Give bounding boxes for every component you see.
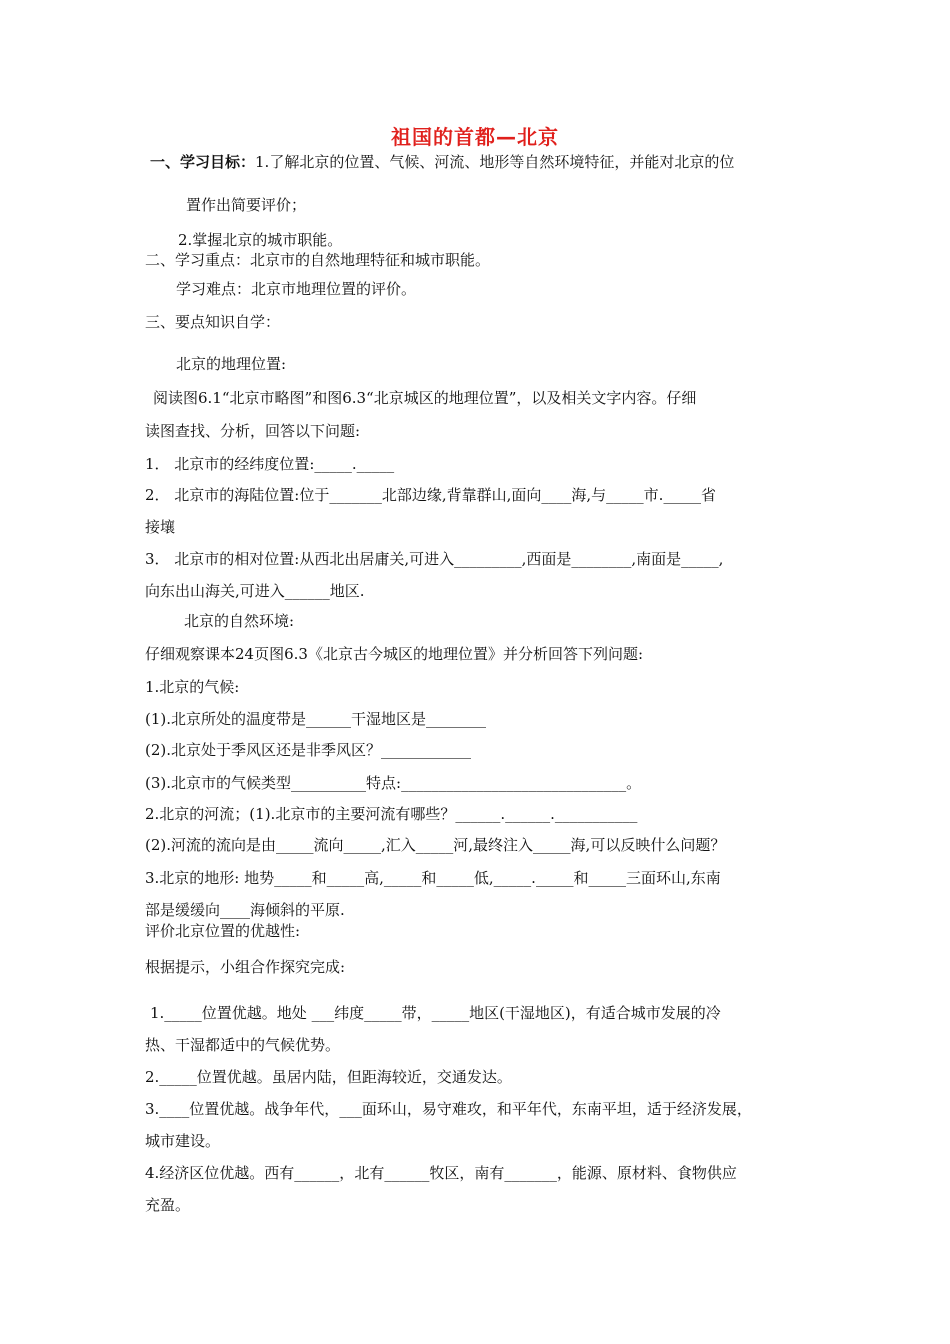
objectives-label: 一、学习目标： bbox=[150, 153, 256, 171]
location-question-1: 1． 北京市的经纬度位置:_____._____ bbox=[145, 455, 395, 473]
evaluation-item-1: 1._____位置优越。地处 ___纬度_____带，_____地区(干湿地区)，有适合城市发展的冷 bbox=[150, 1004, 721, 1022]
location-heading: 北京的地理位置: bbox=[176, 355, 287, 373]
terrain-question: 3.北京的地形: 地势_____和_____高,_____和_____低,_____._____和_____三面环山,东南 bbox=[145, 869, 721, 887]
environment-heading: 北京的自然环境: bbox=[184, 612, 295, 630]
location-question-2-cont: 接壤 bbox=[145, 518, 176, 536]
location-intro-1: 阅读图6.1“北京市略图”和图6.3“北京城区的地理位置”，以及相关文字内容。仔细 bbox=[153, 389, 697, 407]
objective-item-1: 1.了解北京的位置、气候、河流、地形等自然环境特征，并能对北京的位 bbox=[255, 153, 735, 171]
river-question-2: (2).河流的流向是由_____流向_____,汇入_____河,最终注入_____海,可以反映什么问题？ bbox=[145, 836, 726, 854]
location-question-3: 3． 北京市的相对位置:从西北出居庸关,可进入_________,西面是________,南面是_____, bbox=[145, 550, 724, 568]
objective-item-2: 2.掌握北京的城市职能。 bbox=[178, 231, 343, 249]
evaluation-item-4-cont: 充盈。 bbox=[145, 1196, 191, 1214]
location-intro-2: 读图查找、分析，回答以下问题: bbox=[145, 422, 361, 440]
evaluation-item-3-cont: 城市建设。 bbox=[145, 1132, 221, 1150]
climate-question-1: (1).北京所处的温度带是______干湿地区是________ bbox=[145, 710, 487, 728]
page-title: 祖国的首都—北京 bbox=[391, 125, 559, 149]
difficulty: 学习难点：北京市地理位置的评价。 bbox=[176, 280, 417, 298]
objective-item-1-cont: 置作出简要评价； bbox=[186, 196, 307, 214]
key-point: 二、学习重点：北京市的自然地理特征和城市职能。 bbox=[145, 251, 491, 269]
evaluation-item-4: 4.经济区位优越。西有______，北有______牧区，南有_______，能源、原材料、食物供应 bbox=[145, 1164, 737, 1182]
location-question-3-cont: 向东出山海关,可进入______地区. bbox=[145, 582, 365, 600]
terrain-question-cont: 部是缓缓向____海倾斜的平原. bbox=[145, 901, 345, 919]
evaluation-item-3: 3.____位置优越。战争年代，___面环山，易守难攻，和平年代，东南平坦，适于经济发展， bbox=[145, 1100, 752, 1118]
evaluation-item-2: 2._____位置优越。虽居内陆，但距海较近，交通发达。 bbox=[145, 1068, 512, 1086]
self-study-heading: 三、要点知识自学： bbox=[145, 313, 281, 331]
evaluation-item-1-cont: 热、干湿都适中的气候优势。 bbox=[145, 1036, 341, 1054]
climate-question-3: (3).北京市的气候类型__________特点:______________________________。 bbox=[145, 774, 642, 792]
climate-title: 1.北京的气候: bbox=[145, 678, 240, 696]
location-question-2: 2． 北京市的海陆位置:位于_______北部边缘,背靠群山,面向____海,与_____市._____省 bbox=[145, 486, 716, 504]
environment-intro: 仔细观察课本24页图6.3《北京古今城区的地理位置》并分析回答下列问题: bbox=[145, 645, 643, 663]
evaluation-prompt: 根据提示，小组合作探究完成: bbox=[145, 958, 346, 976]
evaluation-heading: 评价北京位置的优越性: bbox=[145, 922, 301, 940]
climate-question-2: (2).北京处于季风区还是非季风区？____________ bbox=[145, 741, 472, 759]
river-question-1: 2.北京的河流；(1).北京市的主要河流有哪些？______.______.___________ bbox=[145, 805, 638, 823]
objectives-line-1 bbox=[150, 152, 734, 172]
